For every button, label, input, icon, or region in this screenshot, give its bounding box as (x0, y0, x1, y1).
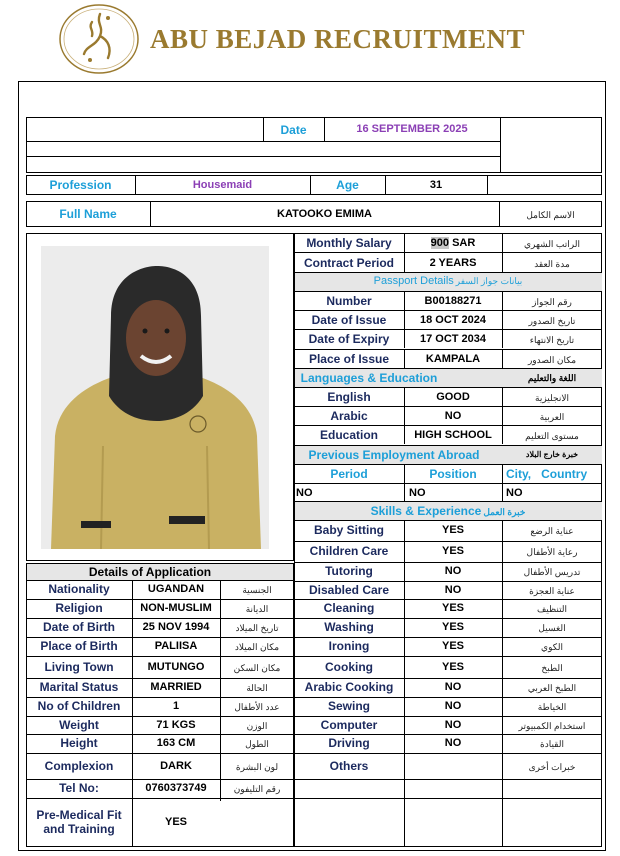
row-divider (26, 697, 294, 698)
application-row-value: 163 CM (156, 737, 196, 749)
skill-row-label-ar: الطبخ العربي (527, 683, 577, 693)
employment-city: NO (506, 487, 523, 499)
company-name: ABU BEJAD RECRUITMENT (150, 24, 526, 54)
row-divider (294, 716, 602, 717)
row-divider (26, 716, 294, 717)
profession-label: Profession (49, 178, 112, 192)
date-value: 16 SEPTEMBER 2025 (356, 123, 468, 135)
application-row-label-ar: الطول (245, 739, 269, 749)
skill-row-label-ar: عناية العجزة (529, 586, 575, 596)
skill-row-label: Tutoring (325, 564, 373, 578)
language-row-value: HIGH SCHOOL (414, 429, 492, 441)
row-divider (294, 798, 602, 799)
passport-row-value: 18 OCT 2024 (419, 314, 487, 326)
full-name-value: KATOOKO EMIMA (277, 208, 372, 220)
full-name-label-ar: الاسم الكامل (526, 210, 575, 220)
row-divider (26, 656, 294, 657)
row-divider (26, 779, 294, 780)
row-divider (294, 637, 602, 638)
application-row-value: MUTUNGO (147, 661, 205, 673)
skill-row-label-ar: الخياطة (537, 702, 567, 712)
row-divider (294, 581, 602, 582)
passport-row-label-ar: رقم الجواز (532, 297, 572, 307)
language-row-value: GOOD (436, 391, 470, 403)
application-row-label: Complexion (44, 759, 114, 773)
passport-row-value: 17 OCT 2034 (419, 333, 487, 345)
skill-row-label: Driving (328, 736, 370, 750)
skill-row-label-ar: الكوي (541, 642, 563, 652)
row-divider (294, 349, 602, 350)
skill-row-value: NO (444, 681, 462, 693)
skill-row-label: Arabic Cooking (304, 680, 394, 694)
language-row-label: Education (319, 428, 378, 442)
employment-section-title-ar: خبرة خارج البلاد (525, 450, 579, 459)
skill-row-label-ar: الغسيل (538, 623, 566, 633)
application-row-label-ar: رقم التليفون (233, 784, 281, 794)
application-row-label-ar: تاريخ الميلاد (235, 623, 279, 633)
row-divider (294, 541, 602, 542)
company-logo (56, 2, 142, 76)
row-divider (26, 618, 294, 619)
row-divider (26, 637, 294, 638)
row-divider (26, 678, 294, 679)
employment-col-period: Period (330, 467, 368, 481)
language-row-label-ar: العربية (539, 412, 565, 422)
application-row-label-ar: لون البشرة (235, 762, 279, 772)
col-divider (404, 753, 405, 779)
passport-section-title: Passport Details بيانات جواز السفر (373, 275, 523, 287)
skill-row-label-ar: عناية الرضع (530, 526, 574, 536)
row-divider (294, 656, 602, 657)
application-row-value: 71 KGS (156, 719, 196, 731)
passport-row-label: Date of Issue (311, 313, 387, 327)
row-divider (26, 753, 294, 754)
application-row-label: Pre-Medical Fit and Training (36, 808, 122, 836)
skill-row-label-ar: تدريس الأطفال (523, 567, 581, 577)
skill-row-value: YES (441, 640, 464, 652)
application-row-label: No of Children (37, 699, 121, 713)
application-row-value: UGANDAN (147, 583, 205, 595)
application-row-label: Marital Status (39, 680, 119, 694)
col-divider (404, 779, 405, 847)
application-row-value: DARK (160, 760, 192, 772)
application-section-title: Details of Application (88, 565, 212, 579)
language-row-label: Arabic (330, 409, 368, 423)
salary-value (404, 236, 502, 250)
contract-value: 2 YEARS (429, 257, 477, 269)
salary-label: Monthly Salary (306, 236, 392, 250)
application-row-value: YES (164, 816, 187, 828)
application-row-value: MARRIED (150, 681, 202, 693)
application-row-label: Place of Birth (40, 639, 118, 653)
passport-row-label-ar: مكان الصدور (527, 355, 577, 365)
application-row-label-ar: مكان السكن (233, 663, 281, 673)
application-row-label: Living Town (44, 660, 114, 674)
skill-row-label-ar: التنظيف (536, 604, 568, 614)
passport-row-label: Place of Issue (308, 352, 390, 366)
application-row-label-ar: مكان الميلاد (234, 642, 280, 652)
row-divider (294, 678, 602, 679)
skill-row-label: Children Care (309, 544, 389, 558)
application-row-value: 1 (172, 700, 180, 712)
application-row-value: NON-MUSLIM (140, 602, 212, 614)
passport-row-label: Date of Expiry (308, 332, 390, 346)
row-divider (294, 562, 602, 563)
skill-row-label: Cleaning (323, 601, 375, 615)
employment-period: NO (296, 487, 313, 499)
skill-row-label: Others (329, 759, 369, 773)
skill-row-value: YES (441, 621, 464, 633)
age-value: 31 (429, 179, 443, 191)
application-row-label-ar: الوزن (246, 721, 268, 731)
application-row-label: Weight (59, 718, 99, 732)
application-row-value: PALIISA (154, 640, 198, 652)
skill-row-label: Washing (324, 620, 374, 634)
employment-col-position: Position (429, 467, 477, 481)
application-row-label-ar: عدد الأطفال (234, 702, 280, 712)
language-row-value: NO (444, 410, 462, 422)
skill-row-label-ar: القيادة (540, 739, 564, 749)
passport-row-label: Number (326, 294, 372, 308)
age-label: Age (336, 178, 359, 192)
language-row-label-ar: الانجليزية (535, 393, 569, 403)
passport-row-value: KAMPALA (425, 353, 481, 365)
row-divider (26, 734, 294, 735)
employment-col-city-country: City, Country (506, 467, 588, 481)
skill-row-label: Baby Sitting (313, 523, 384, 537)
skill-row-value: NO (444, 584, 462, 596)
row-divider (294, 406, 602, 407)
employment-position: NO (409, 487, 426, 499)
row-divider (294, 618, 602, 619)
languages-section-title: Languages & Education (300, 371, 438, 385)
row-divider (294, 734, 602, 735)
skill-row-label: Cooking (325, 660, 373, 674)
skill-row-label: Sewing (327, 699, 370, 713)
skill-row-label-ar: رعاية الأطفال (526, 547, 578, 557)
passport-row-label-ar: تاريخ الانتهاء (529, 335, 575, 345)
skill-row-label: Ironing (328, 639, 370, 653)
row-divider (294, 753, 602, 754)
skill-row-label-ar: الطبخ (541, 663, 563, 673)
salary-label-ar: الراتب الشهري (524, 239, 580, 249)
skill-row-value: YES (441, 602, 464, 614)
application-row-value: 0760373749 (145, 782, 207, 794)
application-row-label: Nationality (48, 582, 110, 596)
skill-row-value: YES (441, 524, 464, 536)
contract-label-ar: مدة العقد (534, 259, 570, 269)
skill-row-label-ar: استخدام الكمبيوتر (518, 721, 586, 731)
application-row-label: Height (60, 736, 98, 750)
skill-row-value: NO (444, 565, 462, 577)
application-row-label-ar: الجنسية (242, 585, 272, 595)
row-divider (294, 425, 602, 426)
row-divider (294, 779, 602, 780)
languages-section-title-ar: اللغة والتعليم (527, 373, 577, 383)
skill-row-label: Computer (320, 718, 378, 732)
row-divider (26, 798, 294, 799)
row-divider (294, 599, 602, 600)
row-divider (26, 599, 294, 600)
application-row-label: Religion (55, 601, 103, 615)
language-row-label: English (327, 390, 371, 404)
row-divider (294, 310, 602, 311)
application-row-label-ar: الحالة (246, 683, 268, 693)
profession-value: Housemaid (192, 179, 253, 191)
passport-row-value: B00188271 (424, 295, 482, 307)
contract-label: Contract Period (303, 256, 394, 270)
skill-row-label: Disabled Care (308, 583, 390, 597)
salary-amount: 900 (430, 237, 450, 249)
full-name-label: Full Name (59, 207, 117, 221)
candidate-photo (41, 246, 269, 549)
skill-row-value: YES (441, 545, 464, 557)
passport-row-label-ar: تاريخ الصدور (528, 316, 576, 326)
application-row-label: Date of Birth (43, 620, 115, 634)
application-row-label: Tel No: (59, 781, 99, 795)
skill-row-value: NO (444, 737, 462, 749)
skill-row-label-ar: خبرات أخرى (528, 762, 576, 772)
row-divider (294, 329, 602, 330)
skill-row-value: NO (444, 719, 462, 731)
date-label: Date (280, 123, 307, 137)
skill-row-value: YES (441, 661, 464, 673)
skill-row-value: NO (444, 700, 462, 712)
employment-section-title: Previous Employment Abroad (308, 448, 480, 462)
language-row-label-ar: مستوى التعليم (525, 431, 579, 441)
row-divider (294, 697, 602, 698)
col-divider (502, 779, 503, 847)
salary-currency: SAR (452, 237, 476, 249)
application-row-label-ar: الديانة (245, 604, 269, 614)
application-row-value: 25 NOV 1994 (142, 621, 210, 633)
skills-section-title: Skills & Experience خبرة العمل (370, 504, 526, 518)
